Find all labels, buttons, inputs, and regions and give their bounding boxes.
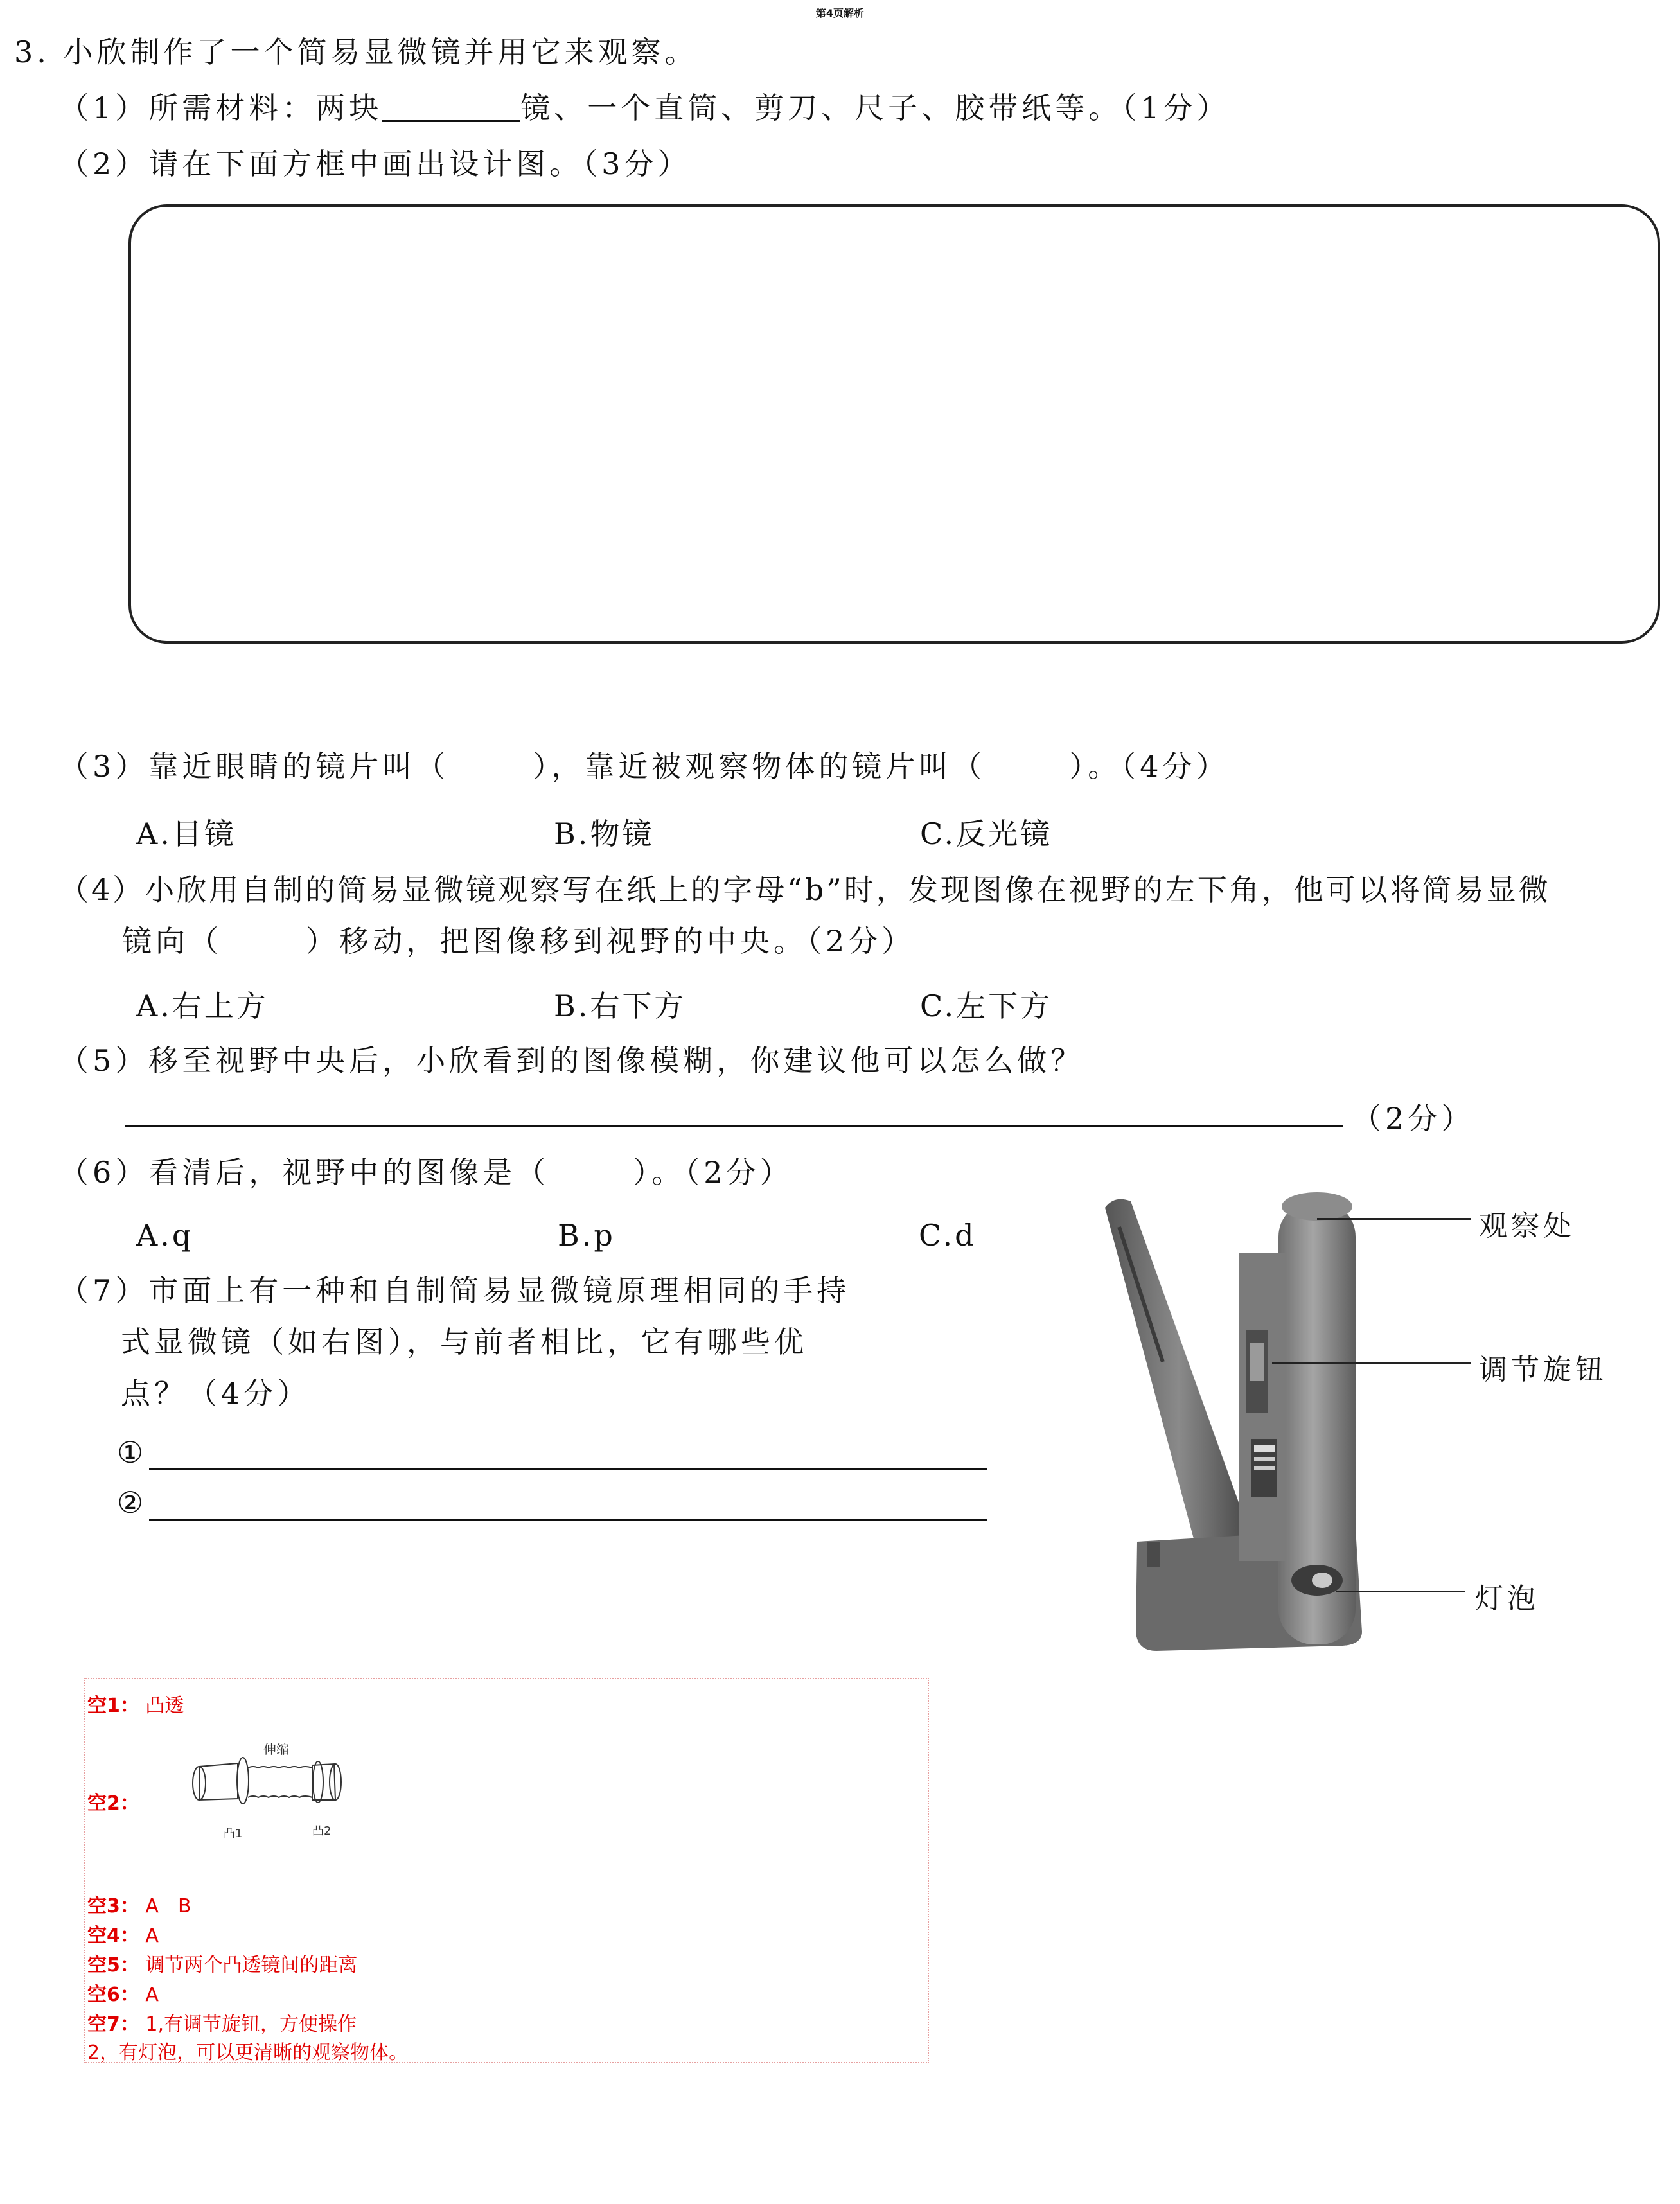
part-7-marker-1: ① (117, 1435, 148, 1470)
answer-6 (87, 1979, 159, 2007)
part-3-text-c: ）。（4分） (1069, 749, 1230, 784)
part-1-prefix: （1）所需材料：两块 (59, 91, 383, 125)
sketch-label-top: 伸缩 (263, 1741, 289, 1757)
part-6-option-c[interactable]: C.d (919, 1218, 977, 1253)
leader-line-bulb (1336, 1591, 1465, 1592)
part-7-line-1: （7）市面上有一种和自制简易显微镜原理相同的手持 (59, 1273, 851, 1308)
label-bulb: 灯泡 (1475, 1582, 1539, 1615)
answer-5-key: 空5： (87, 1954, 139, 1977)
part-7-answer-line-2[interactable] (149, 1519, 987, 1521)
answer-2 (87, 1787, 139, 1815)
answer-7-key: 空7： (87, 2013, 139, 2036)
answer-5-value: 调节两个凸透镜间的距离 (145, 1954, 358, 1977)
answer-6-value: A (145, 1984, 159, 2006)
answer-3-value: A B (145, 1895, 191, 1917)
answer-1 (87, 1689, 184, 1718)
part-4-option-c[interactable]: C.左下方 (920, 989, 1053, 1023)
part-1-suffix: 镜、一个直筒、剪刀、尺子、胶带纸等。（1分） (520, 91, 1230, 125)
part-5: （5）移至视野中央后，小欣看到的图像模糊，你建议他可以怎么做？ (59, 1043, 1084, 1078)
part-1-blank[interactable] (382, 94, 520, 122)
part-4-text-a: 镜向（ (122, 924, 222, 958)
answer-1-value: 凸透 (145, 1695, 184, 1717)
leader-line-knob (1272, 1362, 1471, 1364)
part-3 (59, 749, 1230, 784)
question-stem-text: 小欣制作了一个简易显微镜并用它来观察。 (63, 35, 698, 69)
answer-4-value: A (145, 1925, 159, 1947)
question-number: 3. (14, 35, 50, 69)
answer-3-key: 空3： (87, 1895, 139, 1917)
page-header: 第4页解析 (815, 7, 865, 19)
part-6-option-b[interactable]: B.p (558, 1218, 615, 1253)
part-3-option-a[interactable]: A.目镜 (136, 816, 236, 851)
part-3-text-b: ），靠近被观察物体的镜片叫（ (533, 749, 986, 784)
leader-line-eyepiece (1317, 1218, 1471, 1220)
microscope-sketch (186, 1728, 373, 1850)
part-7-marker-2: ② (117, 1485, 148, 1520)
part-3-option-b[interactable]: B.物镜 (554, 816, 655, 851)
part-7-answer-line-1[interactable] (149, 1468, 987, 1470)
answer-2-key: 空2： (87, 1792, 139, 1815)
part-3-text-a: （3）靠近眼睛的镜片叫（ (59, 749, 450, 784)
answer-4-key: 空4： (87, 1925, 139, 1947)
handheld-microscope-image (1086, 1182, 1407, 1683)
label-eyepiece: 观察处 (1479, 1210, 1575, 1242)
design-drawing-box[interactable] (128, 204, 1660, 644)
sketch-label-left: 凸1 (224, 1827, 243, 1840)
part-6-text-b: ）。（2分） (633, 1155, 793, 1190)
part-1 (59, 93, 1230, 123)
part-4-option-b[interactable]: B.右下方 (554, 989, 687, 1023)
answer-3 (87, 1890, 191, 1918)
answer-5 (87, 1949, 357, 1977)
part-4-text-b: ）移动，把图像移到视野的中央。（2分） (306, 924, 915, 958)
sketch-label-right: 凸2 (312, 1824, 332, 1838)
part-4-line-1: （4）小欣用自制的简易显微镜观察写在纸上的字母“b”时，发现图像在视野的左下角，他可以将简易显微 (59, 872, 1551, 907)
part-2: （2）请在下面方框中画出设计图。（3分） (59, 146, 691, 181)
label-knob: 调节旋钮 (1479, 1353, 1607, 1386)
part-7-line-2: 式显微镜（如右图），与前者相比，它有哪些优 (121, 1325, 808, 1359)
part-5-score: （2分） (1352, 1101, 1475, 1136)
part-6-option-a[interactable]: A.q (136, 1218, 194, 1253)
part-7-line-3: 点？（4分） (121, 1376, 311, 1411)
question-stem (14, 37, 698, 67)
answer-1-key: 空1： (87, 1695, 139, 1717)
part-6 (59, 1155, 793, 1190)
part-4-option-a[interactable]: A.右上方 (136, 989, 269, 1023)
answer-7-line-2: 2，有灯泡，可以更清晰的观察物体。 (87, 2041, 409, 2064)
answer-7 (87, 2008, 357, 2036)
part-5-answer-line[interactable] (125, 1125, 1343, 1127)
answer-6-key: 空6： (87, 1984, 139, 2006)
answer-7-value: 1,有调节旋钮，方便操作 (145, 2013, 357, 2036)
part-3-option-c[interactable]: C.反光镜 (920, 816, 1053, 851)
answer-4 (87, 1919, 159, 1948)
part-6-text-a: （6）看清后，视野中的图像是（ (59, 1155, 550, 1190)
part-4-line-2 (122, 926, 915, 956)
